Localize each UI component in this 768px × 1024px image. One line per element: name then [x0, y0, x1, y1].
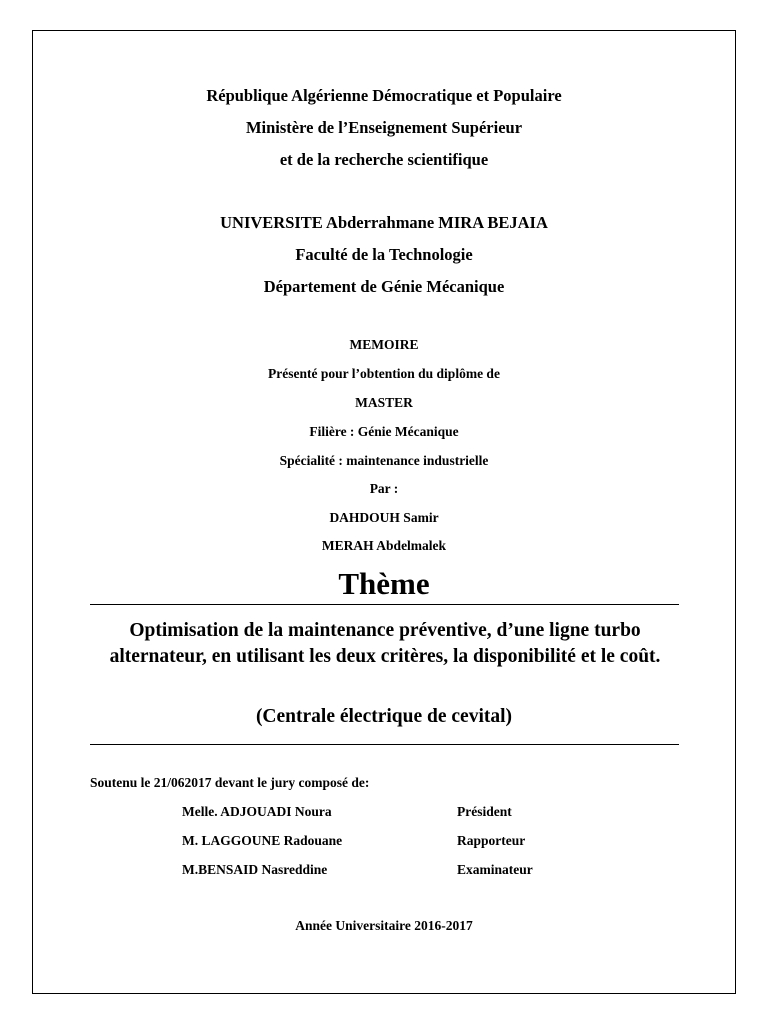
bottom-divider [90, 744, 679, 745]
par-label: Par : [369, 481, 399, 496]
memoire-label: MEMOIRE [349, 337, 419, 352]
jury-member-role: Président [457, 804, 512, 819]
university-heading: UNIVERSITE Abderrahmane MIRA BEJAIA [220, 213, 548, 232]
academic-year: Année Universitaire 2016-2017 [295, 918, 473, 933]
filiere-text: Filière : Génie Mécanique [309, 424, 459, 439]
jury-member-name: Melle. ADJOUADI Noura [182, 804, 332, 819]
ministry-heading: Ministère de l’Enseignement Supérieur [245, 118, 523, 137]
top-divider [90, 604, 679, 605]
theme-title: Optimisation de la maintenance préventive, d’une ligne turbo alternateur, en utilisant les deux critères, la disponibilité et le coût. [109, 620, 661, 667]
jury-member-name: M.BENSAID Nasreddine [182, 862, 328, 877]
republic-heading: République Algérienne Démocratique et Populaire [206, 86, 562, 105]
theme-label: Thème [338, 566, 430, 601]
jury-member-role: Rapporteur [457, 833, 526, 848]
author-name: MERAH Abdelmalek [321, 538, 447, 553]
specialite-text: Spécialité : maintenance industrielle [279, 453, 489, 468]
theme-subtitle: (Centrale électrique de cevital) [255, 706, 513, 727]
faculty-heading: Faculté de la Technologie [295, 245, 473, 264]
department-heading: Département de Génie Mécanique [263, 277, 505, 296]
presented-text: Présenté pour l’obtention du diplôme de [268, 366, 500, 381]
jury-member-role: Examinateur [457, 862, 533, 877]
jury-member-name: M. LAGGOUNE Radouane [182, 833, 343, 848]
jury-intro: Soutenu le 21/062017 devant le jury composé de: [90, 775, 370, 790]
author-name: DAHDOUH Samir [329, 510, 439, 525]
diploma-label: MASTER [355, 395, 413, 410]
research-heading: et de la recherche scientifique [279, 150, 489, 169]
